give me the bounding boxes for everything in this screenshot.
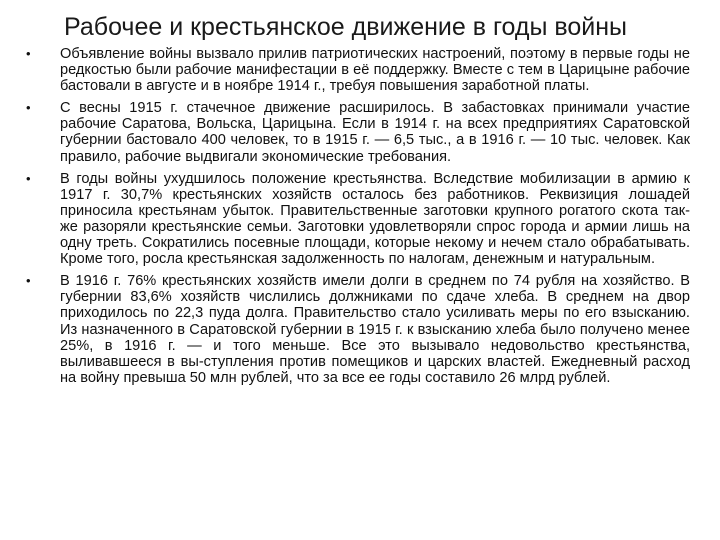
bullet-text: Объявление войны вызвало прилив патриотических настроений, поэтому в первые годы не редкостью были рабочие манифестации в её поддержку. Вместе с тем в Царицыне рабочие бастовали в августе и в ноябре 1914 г., требуя повышения заработной платы. — [60, 46, 690, 95]
bullet-text: В годы войны ухудшилось положение крестьянства. Вследствие мобилизации в армию к 1917 г. 30,7% крестьянских хозяйств осталось без работников. Реквизиция лошадей приносила крестьянам убыток. Правительственные заготовки крупного рогатого скота так-же разоряли крестьянские семьи. Заготовки удовлетворяли спрос города и армии лишь на одну треть. Сократились посевные площади, которые некому и нечем стало обрабатывать. Кроме того, росла крестьянская задолженность по налогам, денежным и натуральным. — [60, 170, 690, 268]
slide-title: Рабочее и крестьянское движение в годы войны — [64, 13, 628, 41]
bullet-icon: • — [26, 46, 31, 61]
bullet-text: С весны 1915 г. стачечное движение расширилось. В забастовках принимали участие рабочие Саратова, Вольска, Царицына. Если в 1914 г. на всех предприятиях Саратовской губернии бастовало 400 человек, то в 1915 г. — 6,5 тыс., а в 1916 г. — 10 тыс. человек. Как правило, рабочие выдвигали экономические требования. — [60, 100, 690, 165]
bullet-icon: • — [26, 273, 31, 289]
bullet-item-4 — [26, 273, 690, 386]
bullet-item-3 — [26, 171, 690, 268]
bullet-icon: • — [26, 170, 31, 186]
bullet-item-2 — [26, 100, 690, 164]
bullet-icon: • — [26, 100, 31, 116]
bullet-list — [26, 46, 690, 392]
bullet-item-1 — [26, 46, 690, 94]
bullet-text: В 1916 г. 76% крестьянских хозяйств имели долги в среднем по 74 рубля на хозяйство. В губернии 83,6% хозяйств числились должниками по сдаче хлеба. В среднем на двор приходилось по 22,3 пуда долга. Правительство стало усиливать меры по его взысканию. Из назначенного в Саратовской губернии в 1915 г. к взысканию хлеба было получено менее 25%, в 1916 г. — и того меньше. Все это вызывало недовольство крестьянства, выливавшееся в вы-ступления против помещиков и царских властей. Ежедневный расход на войну превыша 50 млн рублей, что за все ее годы составило 26 млрд рублей. — [60, 273, 690, 386]
